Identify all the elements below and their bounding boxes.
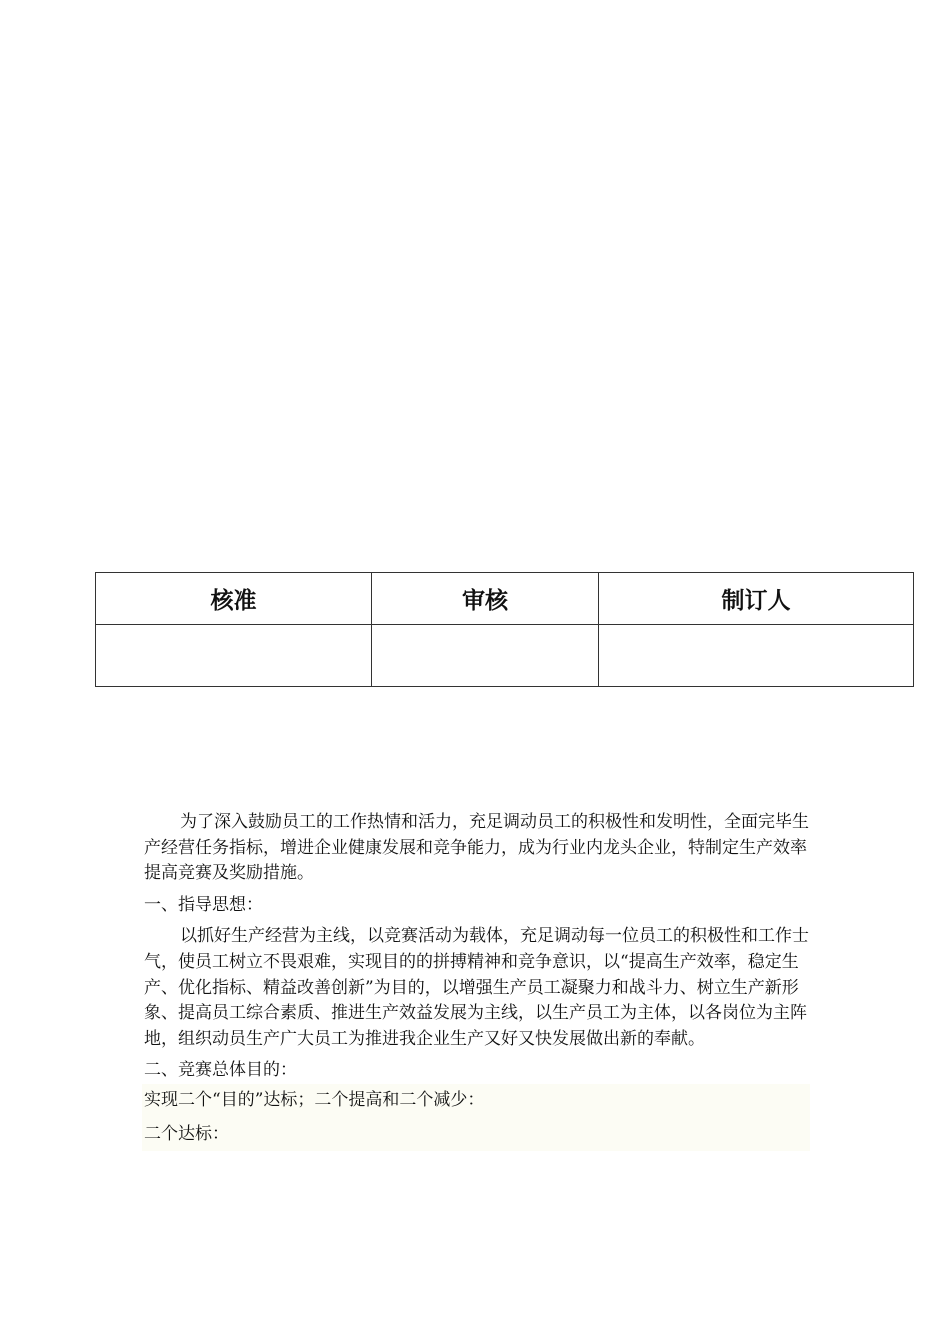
- goals-line: 实现二个“目的”达标；二个提高和二个减少：: [144, 1089, 485, 1110]
- author-header: 制订人: [599, 573, 914, 625]
- document-body: [144, 810, 810, 1151]
- section-1-title: 一、指导思想：: [144, 894, 263, 915]
- two-standards-line: 二个达标：: [144, 1123, 229, 1144]
- review-signature-cell: [372, 625, 599, 687]
- approval-table: [95, 572, 914, 687]
- approval-signature-row: [96, 625, 914, 687]
- section-2-title: 二、竞赛总体目的：: [144, 1060, 297, 1081]
- section-1-paragraph: 以抓好生产经营为主线，以竞赛活动为载体，充足调动每一位员工的积极性和工作士气，使员工树立不畏艰难，实现目的的拼搏精神和竞争意识，以“提高生产效率，稳定生产、优化指标、精益改善创新”为目的，以增强生产员工凝聚力和战斗力、树立生产新形象、提高员工综合素质、推进生产效益发展为主线，以生产员工为主体，以各岗位为主阵地，组织动员生产广大员工为推进我企业生产又好又快发展做出新的奉献。: [144, 926, 809, 1049]
- approve-header: 核准: [96, 573, 372, 625]
- review-header: 审核: [372, 573, 599, 625]
- approval-header-row: [96, 573, 914, 625]
- section-2-goals: [142, 1084, 810, 1151]
- approve-signature-cell: [96, 625, 372, 687]
- author-signature-cell: [599, 625, 914, 687]
- intro-paragraph: 为了深入鼓励员工的工作热情和活力，充足调动员工的积极性和发明性，全面完毕生产经营任务指标，增进企业健康发展和竞争能力，成为行业内龙头企业，特制定生产效率提高竞赛及奖励措施。: [144, 812, 809, 884]
